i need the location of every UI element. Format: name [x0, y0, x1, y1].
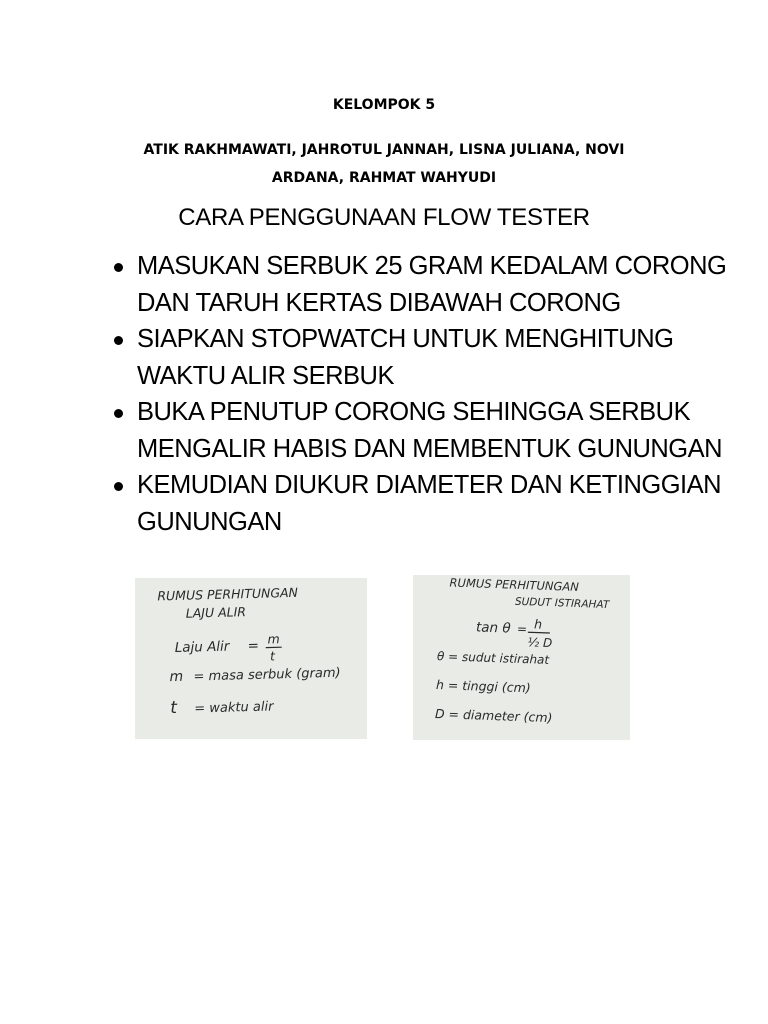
flow-rate-denominator: t [269, 648, 276, 664]
angle-formula-drawing [413, 575, 630, 740]
angle-of-repose-formula-photo [413, 575, 630, 740]
document-heading: CARA PENGGUNAAN FLOW TESTER [178, 204, 590, 231]
angle-formula-eq: = [516, 621, 528, 637]
member-names-line-1: ATIK RAKHMAWATI, JAHROTUL JANNAH, LISNA JULIANA, NOVI [143, 142, 625, 158]
height-definition: h = tinggi (cm) [435, 677, 531, 696]
step-item [110, 248, 740, 321]
bullet-icon [114, 336, 123, 345]
flow-rate-title-1: RUMUS PERHITUNGAN [157, 584, 299, 604]
step-text-line: KEMUDIAN DIUKUR DIAMETER DAN KETINGGIAN [137, 471, 722, 499]
step-item [110, 394, 740, 467]
bullet-icon [114, 409, 123, 418]
angle-formula-lhs: tan θ [475, 619, 511, 637]
angle-denominator: ½ D [527, 635, 553, 651]
fraction-bar [528, 632, 550, 633]
flow-rate-formula-photo [135, 578, 367, 739]
angle-title-2: SUDUT ISTIRAHAT [514, 595, 610, 612]
step-text-line: WAKTU ALIR SERBUK [137, 361, 394, 390]
step-text-line: MENGALIR HABIS DAN MEMBENTUK GUNUNGAN [137, 434, 723, 463]
diameter-definition: D = diameter (cm) [434, 706, 553, 726]
step-item [110, 321, 740, 394]
theta-definition: θ = sudut istirahat [436, 649, 550, 667]
group-title: KELOMPOK 5 [332, 97, 436, 113]
step-text-line: MASUKAN SERBUK 25 GRAM KEDALAM CORONG [137, 252, 727, 280]
flow-rate-formula-lhs: Laju Alir [174, 638, 230, 656]
flow-rate-title-2: LAJU ALIR [185, 604, 247, 621]
mass-definition: = masa serbuk (gram) [193, 665, 341, 685]
angle-title-1: RUMUS PERHITUNGAN [449, 575, 580, 594]
step-item [110, 467, 740, 540]
bullet-icon [114, 263, 123, 272]
time-symbol: t [170, 697, 178, 719]
step-text-line: DAN TARUH KERTAS DIBAWAH CORONG [137, 288, 621, 317]
flow-rate-formula-drawing [135, 578, 367, 739]
mass-symbol: m [169, 668, 184, 686]
flow-rate-formula-eq: = [247, 637, 260, 655]
member-names [100, 136, 668, 192]
steps-list [110, 248, 740, 540]
bullet-icon [114, 482, 123, 491]
step-text-line: SIAPKAN STOPWATCH UNTUK MENGHITUNG [137, 325, 674, 353]
angle-numerator: h [533, 616, 543, 632]
step-text-line: BUKA PENUTUP CORONG SEHINGGA SERBUK [137, 398, 691, 426]
step-text-line: GUNUNGAN [137, 507, 282, 536]
member-names-line-2: ARDANA, RAHMAT WAHYUDI [271, 170, 497, 186]
time-definition: = waktu alir [194, 699, 274, 717]
flow-rate-numerator: m [267, 631, 280, 647]
